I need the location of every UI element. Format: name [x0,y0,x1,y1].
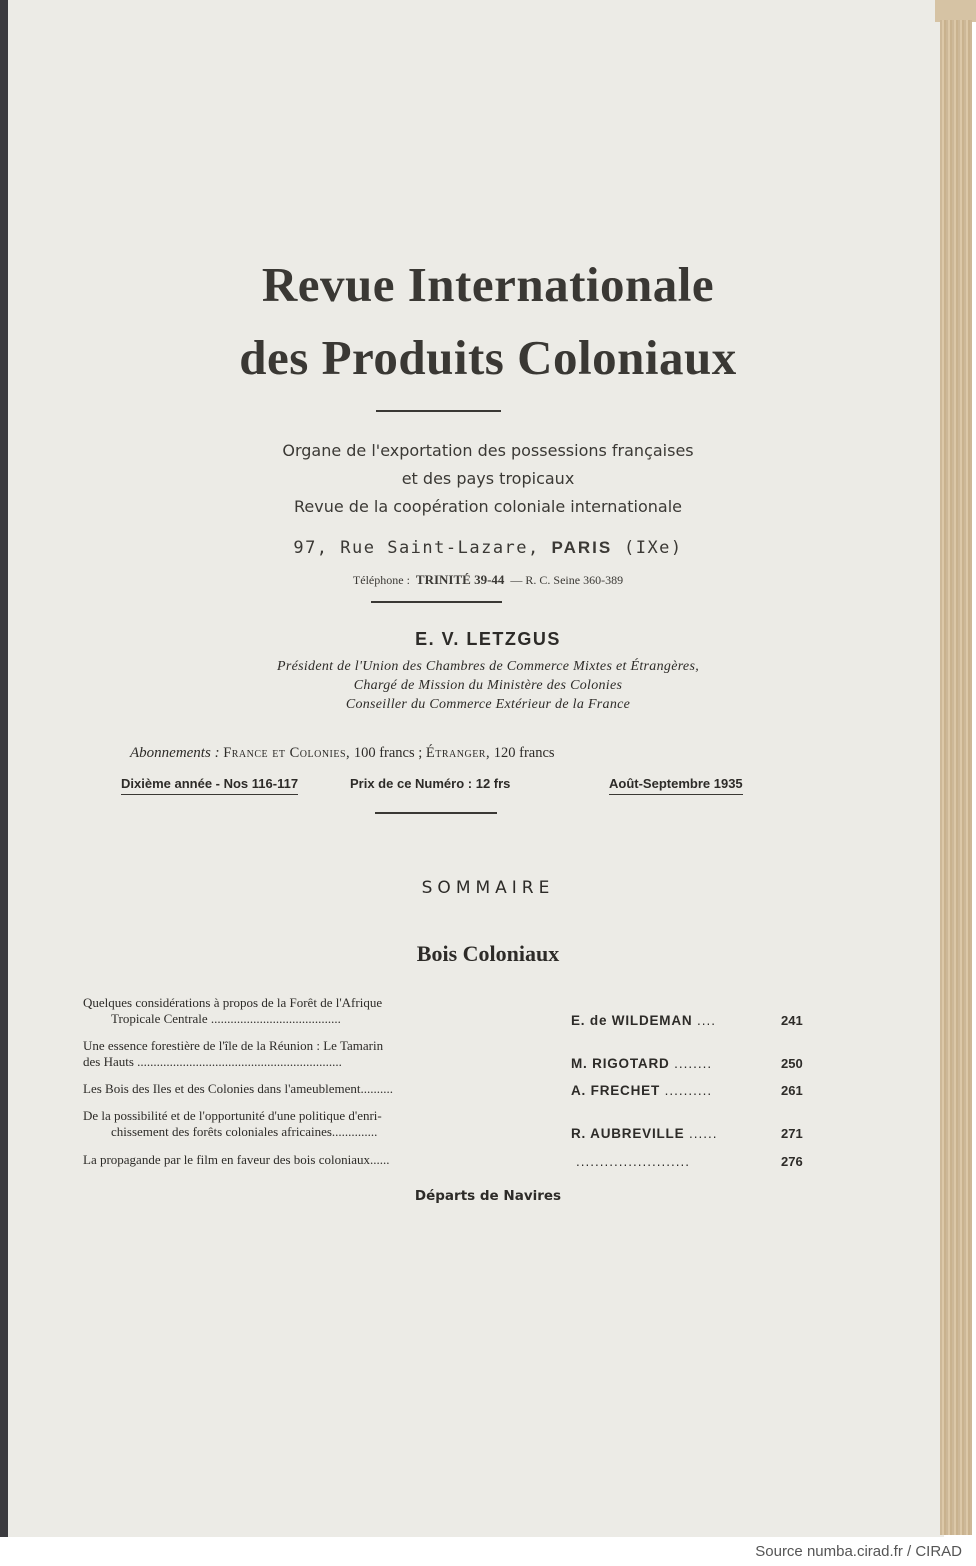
toc-item [83,1038,808,1071]
toc-item-author: E. de WILDEMAN .... [571,1013,717,1028]
toc-item [83,995,808,1028]
address-street: 97, Rue Saint-Lazare, [293,538,540,558]
toc-item-dots: ........................ [576,1154,691,1169]
source-credit: Source numba.cirad.fr / CIRAD [755,1543,962,1560]
subscription-label: Abonnements : [130,745,220,761]
toc-item-title-b: des Hauts ............................................................... [83,1054,342,1069]
subscription-line [130,745,555,762]
director-role-1: Président de l'Union des Chambres de Commerce Mixtes et Étrangères, [276,659,699,674]
section-title: Bois Coloniaux [416,941,560,966]
toc-item-title-a: De la possibilité et de l'opportunité d'une politique d'enri- [83,1108,382,1123]
director-role-2: Chargé de Mission du Ministère des Colonies [353,678,623,693]
toc-item-page: 241 [781,1013,803,1028]
issue-price: Prix de ce Numéro : 12 frs [350,776,511,791]
toc-item [83,1152,808,1169]
issue-year: Dixième année - Nos 116-117 [121,776,298,795]
toc-item-author: R. AUBREVILLE ...... [571,1126,718,1141]
issue-rule [375,812,497,814]
toc-item-title-a: La propagande par le film en faveur des bois coloniaux...... [83,1152,390,1167]
book-edge-left [0,0,8,1545]
toc-item-page: 261 [781,1083,803,1098]
issue-date: Août-Septembre 1935 [609,776,743,795]
registre-commerce: — R. C. Seine 360-389 [510,573,624,587]
toc-item-title-a: Quelques considérations à propos de la Forêt de l'Afrique [83,995,383,1010]
title-line-1: Revue Internationale [261,257,715,312]
toc-item-author [576,1154,690,1169]
toc-item-title-a: Les Bois des Iles et des Colonies dans l'ameublement.......... [83,1081,393,1096]
phone-line [0,572,976,588]
address-district: (IXe) [623,538,683,558]
subtitle-line-3: Revue de la coopération coloniale internationale [294,497,682,516]
subtitle-line-2: et des pays tropicaux [401,469,575,488]
subscription-france-price: 100 francs ; [353,745,423,761]
subtitle-line-1: Organe de l'exportation des possessions françaises [282,441,694,460]
subscription-france: France et Colonies, [223,745,351,761]
toc-item [83,1108,808,1141]
toc-item-title-b: chissement des forêts coloniales africaines.............. [111,1124,378,1139]
address [0,538,976,558]
toc-item-dots: ........ [674,1056,713,1071]
toc-item-page: 276 [781,1154,803,1169]
toc-item-dots: .... [697,1013,717,1028]
address-rule [371,601,502,603]
director-name: E. V. LETZGUS [415,629,561,649]
address-city: PARIS [551,538,613,557]
toc-item-page: 271 [781,1126,803,1141]
toc-item-dots: ...... [688,1126,718,1141]
subscription-foreign-price: 120 francs [493,745,555,761]
title-line-2: des Produits Coloniaux [239,330,737,385]
toc-item-title-b: Tropicale Centrale ........................................ [111,1011,341,1026]
toc-item-author: A. FRECHET .......... [571,1083,713,1098]
page-edges-top [935,0,976,22]
toc-item-author: M. RIGOTARD ........ [571,1056,713,1071]
sommaire-heading: SOMMAIRE [421,878,555,898]
director-role-3: Conseiller du Commerce Extérieur de la France [345,697,631,712]
toc-item [83,1081,808,1098]
phone-label: Téléphone : [352,573,410,587]
document-page [8,0,944,1537]
departs-navires: Départs de Navires [414,1188,562,1204]
toc-item-page: 250 [781,1056,803,1071]
title-rule [376,410,501,412]
subscription-foreign: Étranger, [425,745,491,761]
toc-item-title-a: Une essence forestière de l'île de la Réunion : Le Tamarin [83,1038,384,1053]
phone-number: TRINITÉ 39-44 [415,572,505,587]
page-edges [940,20,972,1535]
toc-item-dots: .......... [664,1083,713,1098]
